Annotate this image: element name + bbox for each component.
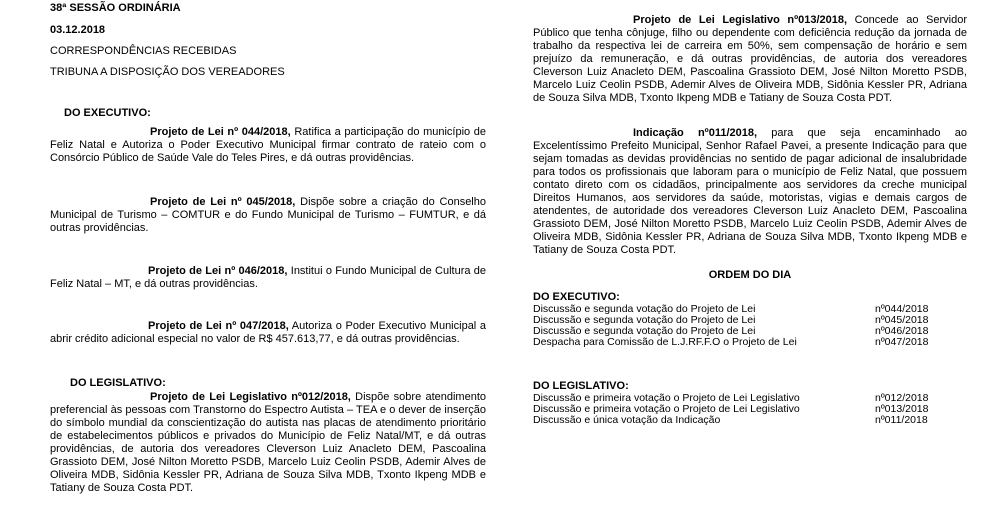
bill-046: Projeto de Lei nº 046/2018, Institui o Fundo Municipal de Cultura de Feliz Natal – MT, e dá outras providências. (50, 265, 486, 290)
bill-047: Projeto de Lei nº 047/2018, Autoriza o Poder Executivo Municipal a abrir crédito adicional especial no valor de R$ 457.613,77, e dá outras providências. (50, 320, 486, 345)
bill-legislative-012: Projeto de Lei Legislativo nº012/2018, Dispõe sobre atendimento preferencial às pessoas com Transtorno do Espectro Autista – TEA e o dever de inserção do símbolo mundial da conscientização do autista nas placas de atendimento prioritário de estabelecimentos públicos e privados do Município de Feliz Natal/MT, e dá outras providências, de autoria dos vereadores Cleverson Luiz Anacleto DEM, Pascoalina Grassioto DEM, José Nilton Moretto PSDB, Marcelo Luiz Ceolin PSDB, Ademir Alves de Oliveira MDB, Sidônia Kessler PR, Adriana de Souza Silva MDB, Txonto Ikpeng MDB e Tatiany de Souza Costa PDT. (50, 391, 487, 494)
session-title: 38ª SESSÃO ORDINÁRIA (50, 2, 181, 14)
legislative-heading: DO LEGISLATIVO: (70, 377, 166, 389)
bill-legislative-013: Projeto de Lei Legislativo nº013/2018, Concede ao Servidor Público que tenha cônjuge, filho ou dependente com deficiência redução da jornada de trabalho da respectiva lei de carreira em 50%, sem compensação de horário e sem prejuízo da remuneração, e dá outras providências, de autoria dos vereadores Cleverson Luiz Anacleto DEM, Pascoalina Grassioto DEM, José Nilton Moretto PSDB, Marcelo Luiz Ceolin PSDB, Ademir Alves de Oliveira MDB, Sidônia Kessler PR, Adriana de Souza Silva MDB, Txonto Ikpeng MDB e Tatiany de Souza Costa PDT. (533, 14, 967, 104)
order-row: Discussão e primeira votação o Projeto de Lei Legislativo nº012/2018 (533, 392, 929, 404)
bill-044: Projeto de Lei nº 044/2018, Ratifica a participação do município de Feliz Natal e Autoriza o Poder Executivo Municipal firmar contrato de rateio com o Consórcio Público de Saúde Vale do Teles Pires, e dá outras providências. (50, 126, 486, 164)
order-executive (533, 290, 933, 348)
order-row: Discussão e primeira votação o Projeto de Lei Legislativo nº013/2018 (533, 403, 929, 415)
order-executive-heading: DO EXECUTIVO: (533, 291, 620, 303)
order-legislative (533, 379, 933, 426)
order-row: Discussão e segunda votação do Projeto de Lei nº044/2018 (533, 303, 929, 315)
correspondence-heading: CORRESPONDÊNCIAS RECEBIDAS (50, 45, 237, 57)
bill-045: Projeto de Lei nº 045/2018, Dispõe sobre a criação do Conselho Municipal de Turismo – COMTUR e do Fundo Municipal de Turismo – FUMTUR, e dá outras providências. (50, 196, 486, 234)
order-row: Discussão e segunda votação do Projeto de Lei nº046/2018 (533, 325, 929, 337)
order-row: Discussão e segunda votação do Projeto de Lei nº045/2018 (533, 314, 929, 326)
session-date: 03.12.2018 (50, 24, 106, 36)
order-row: Despacha para Comissão de L.J.RF.F.O o Projeto de Lei nº047/2018 (533, 336, 929, 348)
executive-heading: DO EXECUTIVO: (64, 107, 151, 119)
tribune-heading: TRIBUNA A DISPOSIÇÃO DOS VEREADORES (50, 66, 285, 78)
indication-011: Indicação nº011/2018, para que seja encaminhado ao Excelentíssimo Prefeito Municipal, Senhor Rafael Pavei, a presente Indicação para que sejam tomadas as devidas providências no sentido de pagar adicional de insalubridade para todos os profissionais que laboram para o município de Feliz Natal, que possuem contato direto com os cidadãos, principalmente aos servidores da creche municipal Direitos Humanos, aos servidores da saúde, motoristas, vigias e demais cargos de atendentes, de autoridade dos vereadores Cleverson Luiz Anacleto DEM, Pascoalina Grassioto DEM, José Nilton Moretto PSDB, Marcelo Luiz Ceolin PSDB, Ademir Alves de Oliveira MDB, Sidônia Kessler PR, Adriana de Souza Silva MDB, Txonto Ikpeng MDB e Tatiany de Souza Costa PDT. (533, 127, 967, 256)
order-heading: ORDEM DO DIA (708, 269, 792, 281)
order-legislative-heading: DO LEGISLATIVO: (533, 380, 629, 392)
order-row: Discussão e única votação da Indicação nº011/2018 (533, 414, 928, 426)
